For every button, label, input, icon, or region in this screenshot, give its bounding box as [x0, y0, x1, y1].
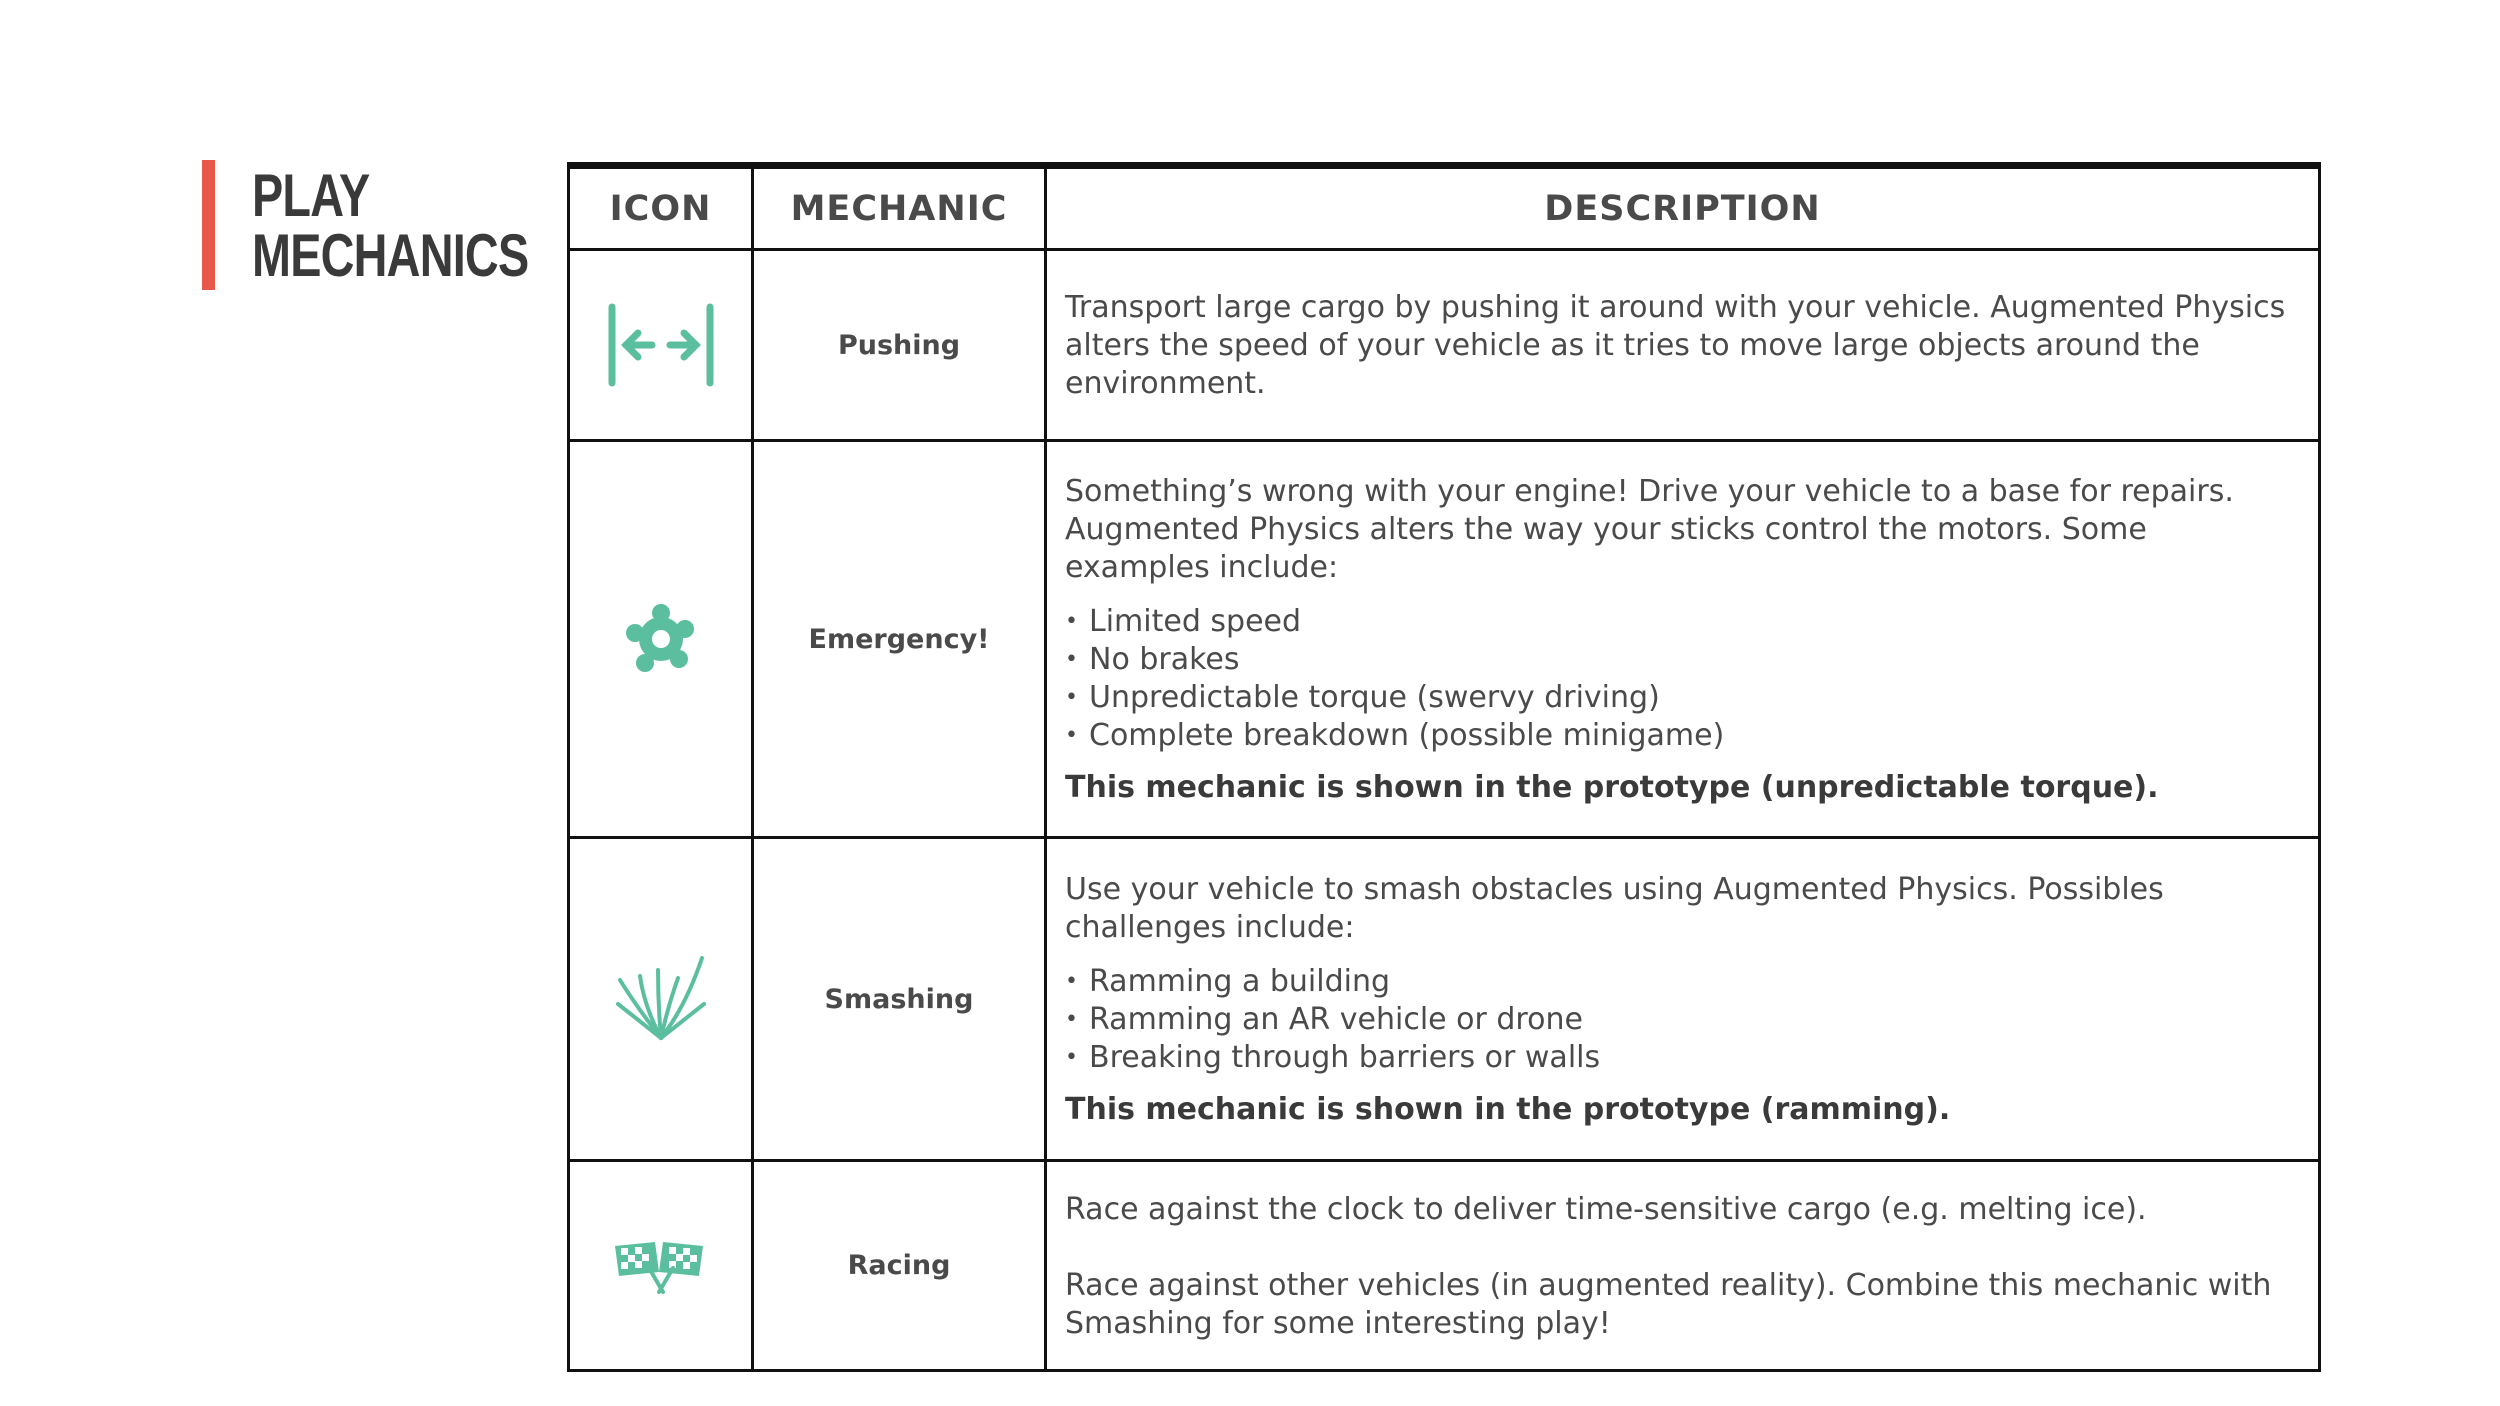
- bullet-list: [1065, 603, 2298, 755]
- checkered-flags-icon: [613, 1238, 709, 1294]
- list-item: • Breaking through barriers or walls: [1065, 1039, 2298, 1077]
- table-header-row: [569, 166, 2320, 250]
- description-text-extra: Race against other vehicles (in augmented reality). Combine this mechanic with Smashing for some interesting play!: [1065, 1267, 2272, 1341]
- mechanic-name: Smashing: [753, 838, 1046, 1161]
- table-row: [569, 838, 2320, 1161]
- list-item: • Limited speed: [1065, 603, 2298, 641]
- prototype-note: This mechanic is shown in the prototype (unpredictable torque).: [1065, 770, 2159, 805]
- table-row: [569, 250, 2320, 441]
- prototype-note: This mechanic is shown in the prototype (ramming).: [1065, 1092, 1951, 1127]
- title-line-1: PLAY: [252, 162, 370, 229]
- list-item: • Unpredictable torque (swervy driving): [1065, 679, 2298, 717]
- description-cell: [1046, 838, 2320, 1161]
- header-mechanic: MECHANIC: [753, 166, 1046, 250]
- description-text: Race against the clock to deliver time-sensitive cargo (e.g. melting ice).: [1065, 1191, 2147, 1227]
- icon-cell: [569, 838, 753, 1161]
- table-row: [569, 441, 2320, 838]
- list-item: • No brakes: [1065, 641, 2298, 679]
- mechanics-table: [567, 162, 2321, 1372]
- mechanic-name: Pushing: [753, 250, 1046, 441]
- header-description: DESCRIPTION: [1046, 166, 2320, 250]
- description-text: Transport large cargo by pushing it around with your vehicle. Augmented Physics alters the speed of your vehicle as it tries to move large objects around the environment.: [1065, 290, 2286, 401]
- bullet-list: [1065, 963, 2298, 1077]
- description-cell: [1046, 441, 2320, 838]
- description-cell: [1046, 250, 2320, 441]
- push-arrows-icon: [606, 303, 716, 387]
- icon-cell: [569, 250, 753, 441]
- smash-burst-icon: [616, 956, 706, 1042]
- description-cell: [1046, 1161, 2320, 1371]
- description-text: Use your vehicle to smash obstacles using Augmented Physics. Possibles challenges include:: [1065, 872, 2164, 945]
- description-text: Something’s wrong with your engine! Drive your vehicle to a base for repairs. Augmented Physics alters the way your sticks control the motors. Some examples include:: [1065, 474, 2234, 585]
- mechanic-name: Racing: [753, 1161, 1046, 1371]
- gear-icon: [625, 603, 697, 675]
- list-item: • Complete breakdown (possible minigame): [1065, 717, 2298, 755]
- icon-cell: [569, 1161, 753, 1371]
- table-row: [569, 1161, 2320, 1371]
- page-title: [202, 160, 606, 290]
- mechanic-name: Emergency!: [753, 441, 1046, 838]
- list-item: • Ramming a building: [1065, 963, 2298, 1001]
- icon-cell: [569, 441, 753, 838]
- title-line-2: MECHANICS: [252, 222, 529, 289]
- list-item: • Ramming an AR vehicle or drone: [1065, 1001, 2298, 1039]
- header-icon: ICON: [569, 166, 753, 250]
